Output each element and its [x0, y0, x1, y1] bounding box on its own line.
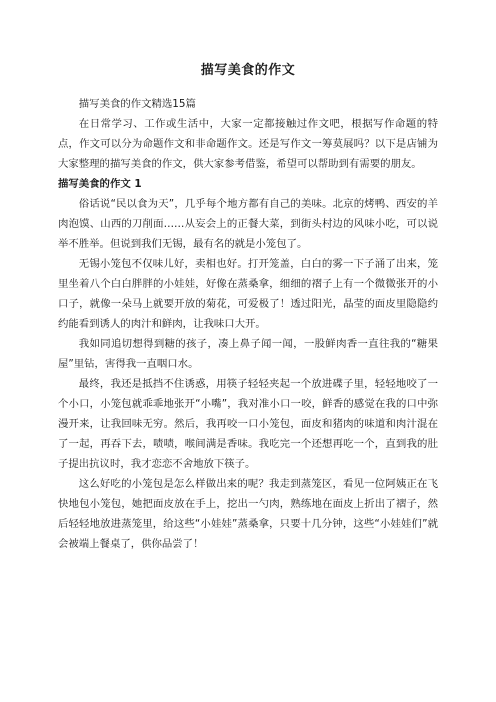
intro-paragraph: 在日常学习、工作或生活中，大家一定都接触过作文吧，根据写作命题的特点，作文可以分为命题作文和非命题作文。还是写作文一筹莫展吗？以下是店铺为大家整理的描写美食的作文，供大家参考借鉴，希望可以帮助到有需要的朋友。 — [58, 118, 438, 170]
document-title: 描写美食的作文 — [200, 63, 296, 78]
intro-line: 描写美食的作文精选15篇 — [78, 98, 196, 110]
body-paragraph: 我如同追切想得到糖的孩子，凑上鼻子闻一闻，一股鲜肉香一直往我的“糖果屋”里钻，害得我一直咽口水。 — [58, 338, 438, 370]
body-paragraph: 无锡小笼包不仅味儿好，卖相也好。打开笼盖，白白的雾一下子涌了出来，笼里坐着八个白白胖胖的小娃娃，好像在蒸桑拿，细细的褶子上有一个微微张开的小口子，就像一朵马上就要开放的菊花，可爱极了！透过阳光，晶莹的面皮里隐隐约约能看到诱人的肉汁和鲜肉，让我味口大开。 — [58, 258, 438, 330]
body-paragraph: 这么好吃的小笼包是怎么样做出来的呢？我走到蒸笼区，看见一位阿姨正在飞快地包小笼包，她把面皮放在手上，挖出一勺肉，熟练地在面皮上折出了褶子，然后轻轻地放进蒸笼里，给这些“小娃娃”蒸桑拿，只要十几分钟，这些“小娃娃们”就会被端上餐桌了，供你品尝了！ — [58, 478, 438, 550]
body-paragraph: 俗话说“民以食为天”，几乎每个地方都有自己的美味。北京的烤鸭、西安的羊肉泡馍、山西的刀削面……从妄会上的正餐大菜，到街头村边的风味小吃，可以说举不胜举。但说到我们无锡，最有名的就是小笼包了。 — [58, 198, 438, 250]
section-heading: 描写美食的作文 1 — [58, 178, 142, 190]
body-paragraph: 最终，我还是抵挡不住诱惑，用筷子轻轻夹起一个放进碟子里，轻轻地咬了一个小口，小笼包就乖乖地张开“小嘴”，我对准小口一咬，鲜香的感觉在我的口中弥漫开来，让我回味无穷。然后，我再咬一口小笼包，面皮和猪肉的味道和肉汁混在了一起，再吞下去，啧啧，喉间满是香味。我吃完一个还想再吃一个，直到我的肚子提出抗议时，我才恋恋不舍地放下筷子。 — [58, 378, 438, 470]
